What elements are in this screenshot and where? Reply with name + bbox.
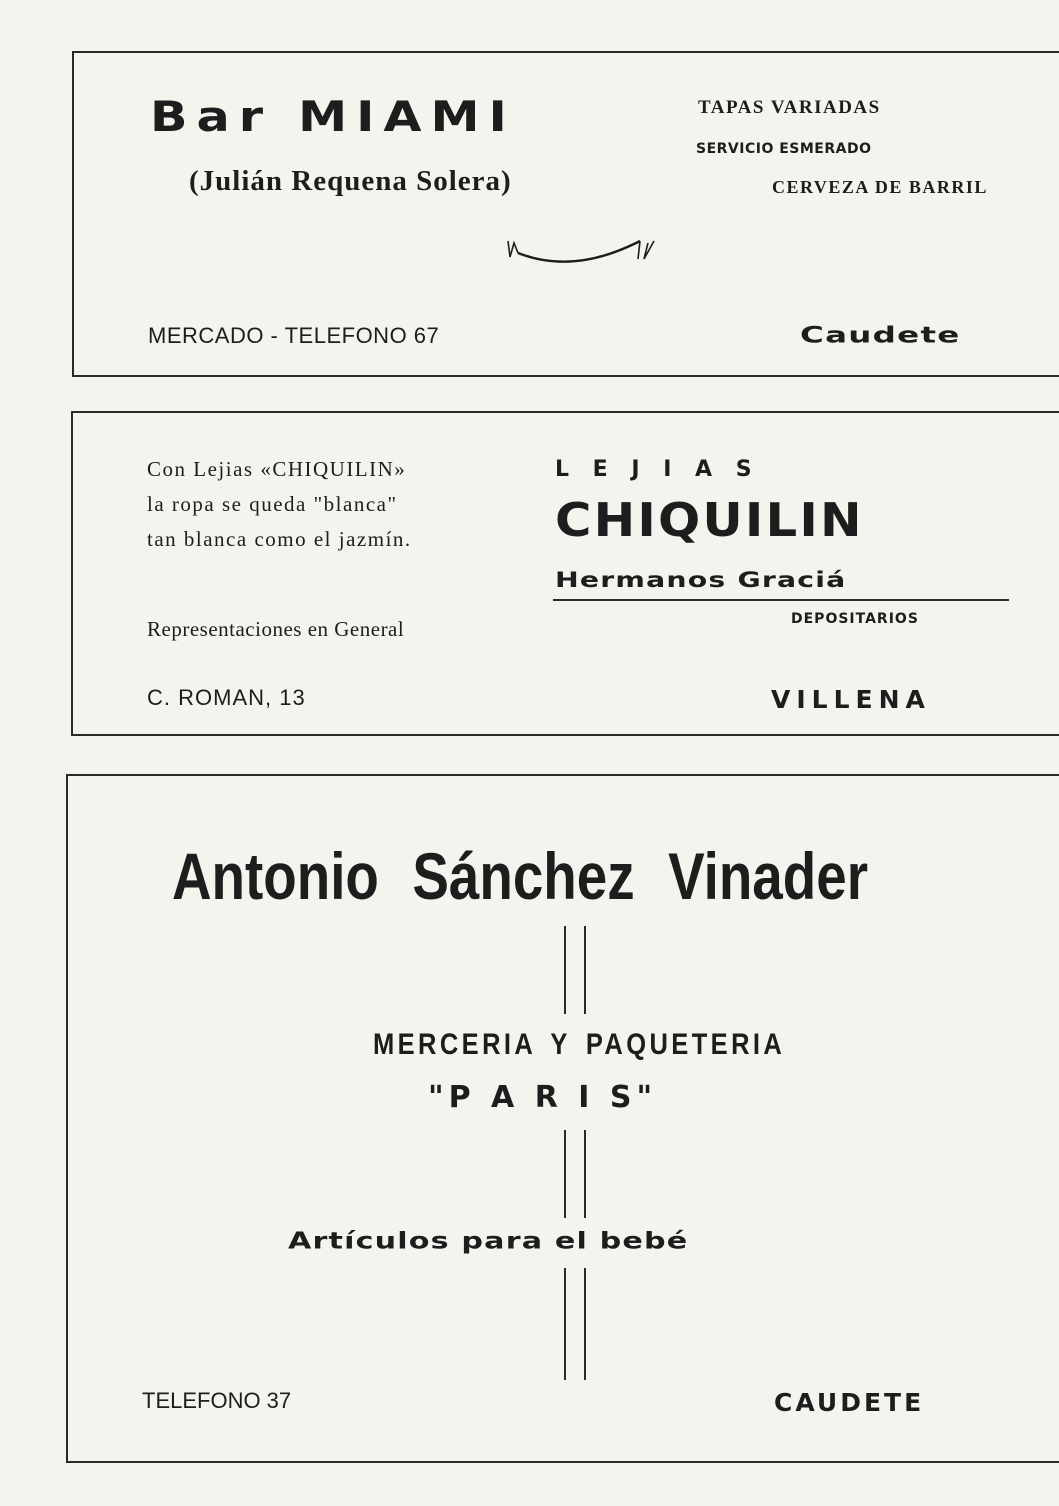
service-esmerado: SERVICIO ESMERADO bbox=[696, 141, 872, 157]
divider-1b bbox=[584, 926, 586, 1014]
ad-bar-miami bbox=[72, 51, 1059, 377]
slogan-line-1: Con Lejias «CHIQUILIN» bbox=[147, 457, 407, 481]
company-underline bbox=[553, 599, 1009, 601]
chiquilin-address: C. ROMAN, 13 bbox=[147, 685, 306, 710]
slogan-line-3: tan blanca como el jazmín. bbox=[147, 527, 412, 551]
antonio-title: Antonio Sánchez Vinader bbox=[172, 839, 869, 913]
bar-miami-address: MERCADO - TELEFONO 67 bbox=[148, 323, 440, 348]
slogan-line-2: la ropa se queda "blanca" bbox=[147, 492, 398, 516]
divider-2b bbox=[584, 1130, 586, 1218]
depositarios-label: DEPOSITARIOS bbox=[791, 611, 919, 627]
brand-chiquilin: CHIQUILIN bbox=[555, 493, 864, 547]
divider-1a bbox=[564, 926, 566, 1014]
ad-lejias-chiquilin bbox=[71, 411, 1059, 736]
service-cerveza: CERVEZA DE BARRIL bbox=[772, 177, 988, 197]
divider-3a bbox=[564, 1268, 566, 1380]
antonio-town: CAUDETE bbox=[774, 1388, 925, 1417]
ad-antonio-sanchez-vinader bbox=[66, 774, 1059, 1463]
articulos-text: Artículos para el bebé bbox=[288, 1228, 689, 1255]
bar-miami-owner: (Julián Requena Solera) bbox=[189, 165, 512, 197]
chiquilin-town: VILLENA bbox=[771, 685, 931, 714]
brand-company: Hermanos Graciá bbox=[555, 567, 847, 593]
service-tapas: TAPAS VARIADAS bbox=[698, 97, 881, 118]
representation-text: Representaciones en General bbox=[147, 617, 405, 641]
divider-2a bbox=[564, 1130, 566, 1218]
divider-3b bbox=[584, 1268, 586, 1380]
antonio-phone: TELEFONO 37 bbox=[142, 1388, 292, 1413]
merceria-text: MERCERIA Y PAQUETERIA bbox=[373, 1028, 786, 1061]
brand-lejias-label: L E J I A S bbox=[555, 457, 760, 482]
paris-text: "P A R I S" bbox=[428, 1080, 658, 1115]
bar-miami-title: Bar MIAMI bbox=[150, 93, 516, 142]
miami-monogram-flourish bbox=[504, 231, 664, 271]
bar-miami-town: Caudete bbox=[800, 323, 961, 349]
